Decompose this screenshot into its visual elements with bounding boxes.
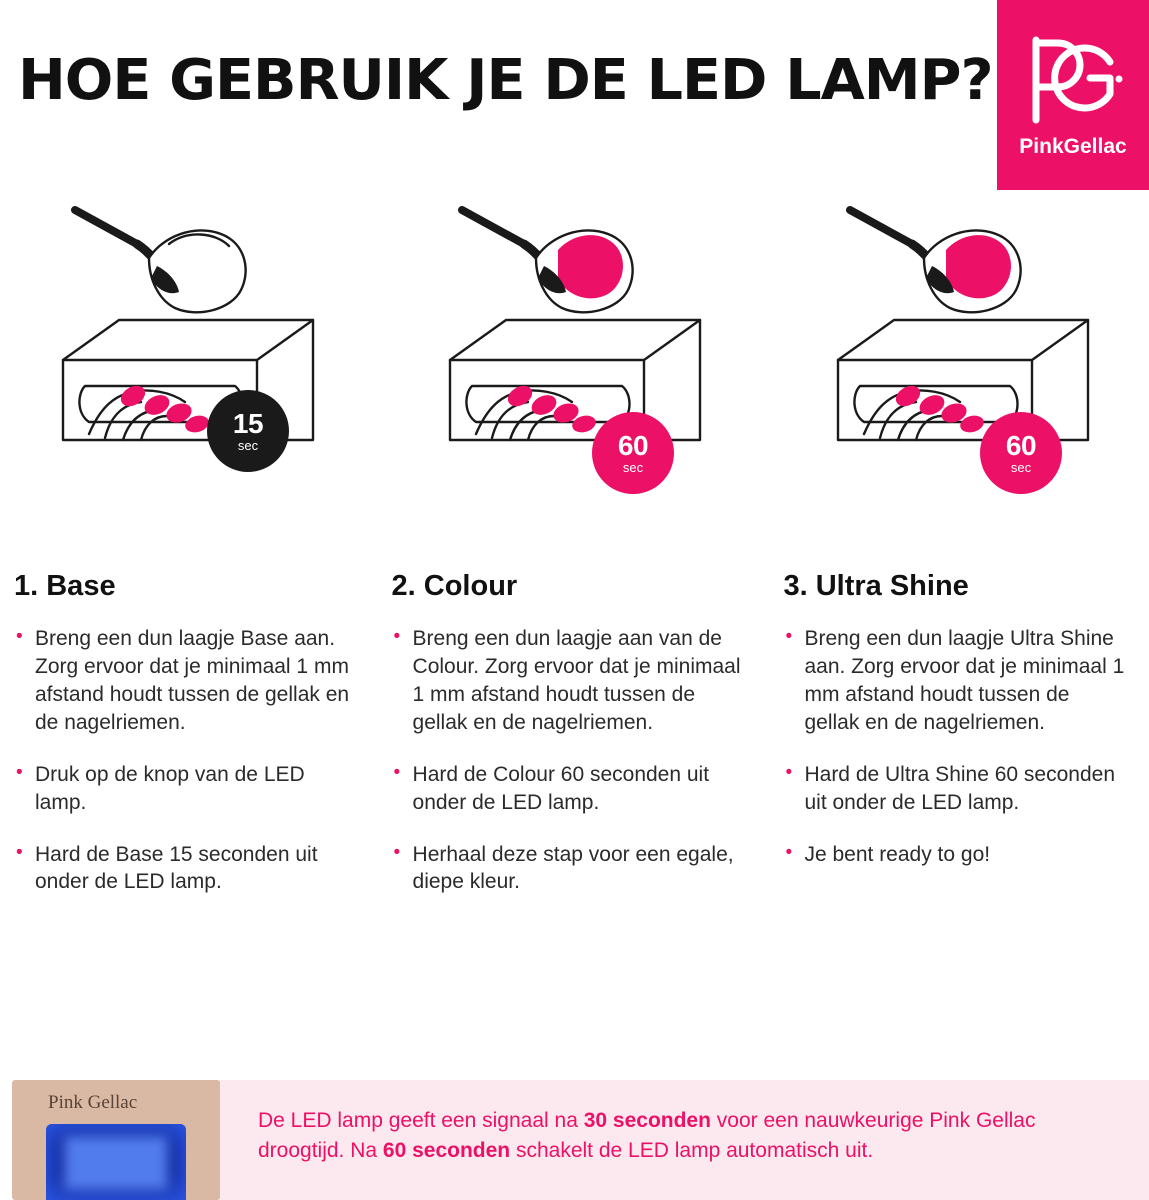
footer-note-bold1: 30 seconden [583, 1109, 711, 1132]
steps-text-row [0, 570, 1149, 920]
list-item: • Herhaal deze stap voor een egale, diepe kleur. [392, 841, 752, 897]
list-item: • Hard de Colour 60 seconden uit onder de LED lamp. [392, 761, 752, 817]
step-column-ultra-shine [783, 570, 1149, 920]
brand-logo [997, 0, 1149, 190]
timer-badge-unit: sec [237, 438, 259, 453]
header [0, 0, 1149, 200]
pg-monogram-icon [1018, 32, 1128, 127]
footer-note-part1: De LED lamp geeft een signaal na [258, 1109, 584, 1132]
led-lamp-product-image [12, 1080, 220, 1200]
list-item: • Breng een dun laagje Base aan. Zorg ervoor dat je minimaal 1 mm afstand houdt tussen de gellak en de nagelriemen. [14, 625, 360, 737]
ultra-shine-step-illustration [820, 200, 1149, 520]
timer-badge [207, 390, 289, 472]
footer-note [0, 1080, 1149, 1200]
lamp-brand-label: Pink Gellac [48, 1092, 138, 1113]
footer-note-part3: schakelt de LED lamp automatisch uit. [510, 1139, 874, 1163]
step-bullet-list [14, 625, 360, 896]
timer-badge [980, 412, 1062, 494]
timer-badge-number: 15 [232, 408, 264, 439]
list-item: • Hard de Base 15 seconden uit onder de LED lamp. [14, 841, 360, 897]
list-item: • Druk op de knop van de LED lamp. [14, 761, 360, 817]
step-bullet-list [783, 625, 1129, 868]
brand-name: PinkGellac [1019, 134, 1127, 158]
footer-note-text [258, 1106, 1118, 1167]
illustration-row [0, 200, 1149, 540]
lamp-glow [64, 1136, 168, 1190]
timer-badge-number: 60 [1005, 430, 1037, 461]
timer-badge-number: 60 [617, 430, 649, 461]
page-title: HOE GEBRUIK JE DE LED LAMP? [18, 48, 993, 113]
list-item: • Hard de Ultra Shine 60 seconden uit onder de LED lamp. [783, 761, 1129, 817]
footer-note-bold2: 60 seconden [382, 1139, 511, 1163]
list-item: • Je bent ready to go! [783, 841, 1129, 869]
list-item: • Breng een dun laagje aan van de Colour. Zorg ervoor dat je minimaal 1 mm afstand houdt tussen de gellak en de nagelriemen. [392, 625, 752, 737]
step-column-base [14, 570, 380, 920]
step-title: 2. Colour [391, 570, 518, 602]
step-title: 1. Base [14, 570, 116, 602]
step-column-colour [392, 570, 772, 920]
step-bullet-list [392, 625, 752, 896]
timer-badge-unit: sec [1010, 460, 1032, 475]
timer-badge [592, 412, 674, 494]
colour-step-illustration [432, 200, 772, 520]
list-item: • Breng een dun laagje Ultra Shine aan. Zorg ervoor dat je minimaal 1 mm afstand houdt tussen de gellak en de nagelriemen. [783, 625, 1129, 737]
base-step-illustration [45, 200, 385, 520]
footer-note-part2: voor een nauwkeurige Pink Gellac droogtijd. Na [258, 1109, 1036, 1163]
timer-badge-unit: sec [622, 460, 644, 475]
step-title: 3. Ultra Shine [783, 570, 969, 602]
